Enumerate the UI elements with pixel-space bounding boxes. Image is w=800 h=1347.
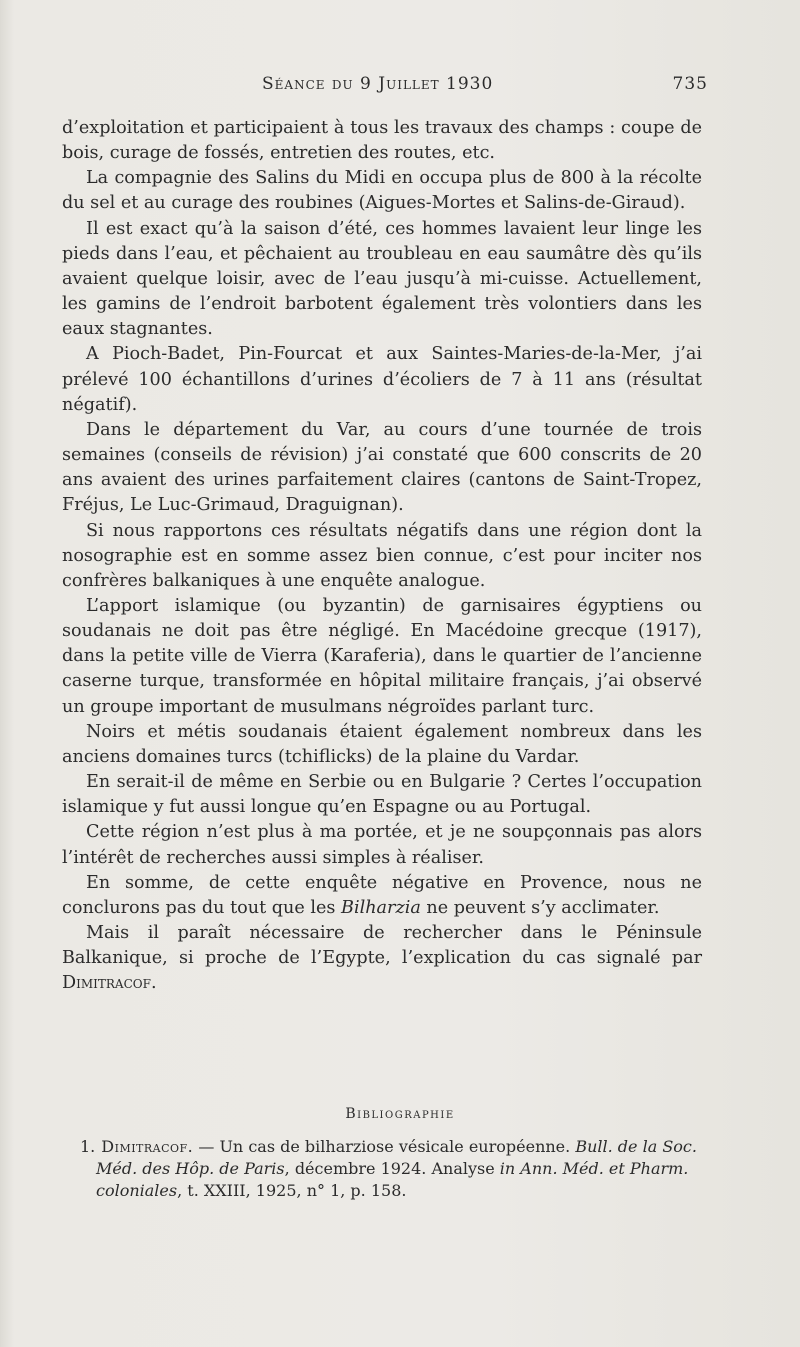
entry-text: , t. XXIII, 1925, n° 1, p. 158. <box>177 1181 407 1200</box>
paragraph: En serait-il de même en Serbie ou en Bulgarie ? Certes l’occupation islamique y fut aussi longue qu’en Espagne ou au Portugal. <box>62 772 702 818</box>
paragraph: Cette région n’est plus à ma portée, et je ne soupçonnais pas alors l’intérêt de recherches aussi simples à réaliser. <box>62 822 702 868</box>
page-header <box>62 74 708 104</box>
bibliography-title: Bibliographie <box>345 1106 455 1122</box>
running-title: Séance du 9 Juillet 1930 <box>262 74 494 94</box>
text-segment: . <box>150 973 157 994</box>
text-segment: ne peuvent s’y acclimater. <box>420 897 660 918</box>
italic-term: Bilharzia <box>341 897 421 918</box>
paragraph: d’exploitation et participaient à tous les travaux des champs : coupe de bois, curage de fossés, entretien des routes, etc. <box>62 118 702 164</box>
paragraph: L’apport islamique (ou byzantin) de garnisaires égyptiens ou soudanais ne doit pas être négligé. En Macédoine grecque (1917), dans la petite ville de Vierra (Karaferia), dans le quartier de l’ancienne caserne turque, transformée en hôpital militaire français, j’ai observé un groupe important de musulmans négroïdes parlant turc. <box>62 595 702 717</box>
author-name: Dimitracof <box>62 973 151 994</box>
paragraph-last <box>62 921 702 996</box>
text-segment: En somme, de cette enquête négative en Provence, nous ne conclurons pas du tout que les <box>62 872 702 918</box>
entry-number: 1. <box>80 1137 96 1156</box>
paragraph: Dans le département du Var, au cours d’une tournée de trois semaines (conseils de révision) j’ai constaté que 600 conscrits de 20 ans avaient des urines parfaitement claires (cantons de Saint-Tropez, Fréjus, Le Luc-Grimaud, Draguignan). <box>62 419 702 516</box>
paragraph: Si nous rapportons ces résultats négatifs dans une région dont la nosographie est en somme assez bien connue, c’est pour inciter nos confrères balkaniques à une enquête analogue. <box>62 520 702 591</box>
paragraph: A Pioch-Badet, Pin-Fourcat et aux Saintes-Maries-de-la-Mer, j’ai prélevé 100 échantillons d’urines d’écoliers de 7 à 11 ans (résultat négatif). <box>62 344 702 415</box>
paragraph-bilharzia <box>62 871 702 921</box>
entry-text: , décembre 1924. Analyse <box>284 1159 500 1178</box>
entry-text: — Un cas de bilharziose vésicale européenne. <box>193 1137 576 1156</box>
paragraph: Noirs et métis soudanais étaient également nombreux dans les anciens domaines turcs (tchiflicks) de la plaine du Vardar. <box>62 721 702 767</box>
paragraph: La compagnie des Salins du Midi en occupa plus de 800 à la récolte du sel et au curage des roubines (Aigues-Mortes et Salins-de-Giraud). <box>62 168 702 214</box>
text-segment: Mais il paraît nécessaire de rechercher dans le Péninsule Balkanique, si proche de l’Egypte, l’explication du cas signalé par <box>62 923 702 969</box>
bibliography-entry <box>80 1136 702 1202</box>
body-text <box>62 116 702 996</box>
entry-journal: Bull. de la Soc. Méd. des Hôp. de Paris <box>96 1137 697 1178</box>
paragraph: Il est exact qu’à la saison d’été, ces hommes lavaient leur linge les pieds dans l’eau, et pêchaient au troubleau en eau saumâtre dès qu’ils avaient quelque loisir, avec de l’eau jusqu’à mi-cuisse. Actuellement, les gamins de l’endroit barbotent également très volontiers dans les eaux stagnantes. <box>62 218 702 340</box>
entry-journal: in Ann. Méd. et Pharm. coloniales <box>96 1159 689 1200</box>
entry-author: Dimitracof. <box>101 1137 194 1156</box>
page-number: 735 <box>672 74 708 94</box>
